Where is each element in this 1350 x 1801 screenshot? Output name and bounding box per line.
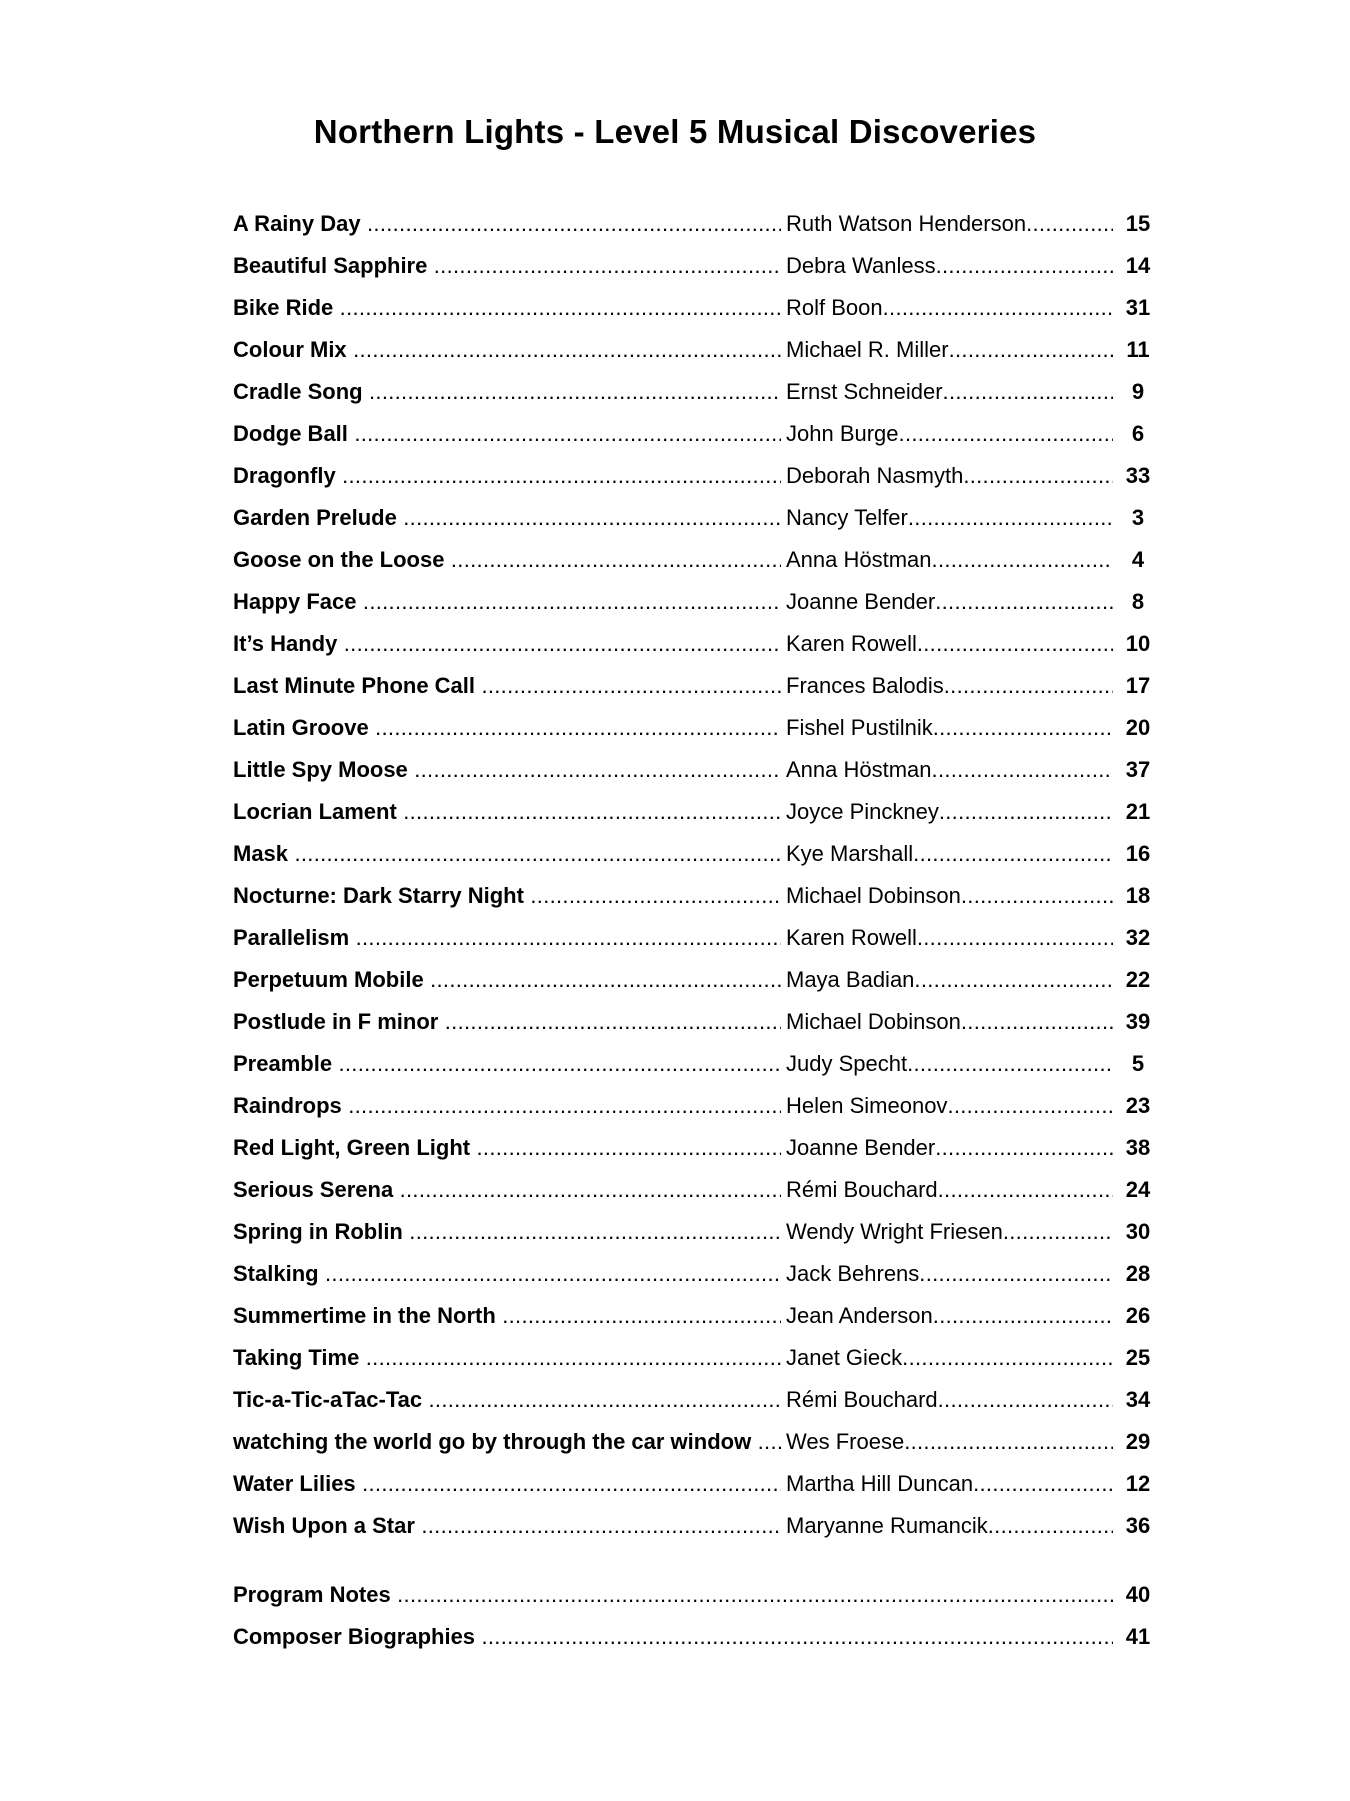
composer-name: John Burge ..... xyxy=(786,413,1113,455)
piece-title: Goose on the Loose ..... xyxy=(233,539,781,581)
toc-entry[interactable] xyxy=(233,1295,1151,1337)
piece-title: Stalking ..... xyxy=(233,1253,781,1295)
composer-name: Martha Hill Duncan ..... xyxy=(786,1463,1113,1505)
toc-entry[interactable] xyxy=(233,1127,1151,1169)
composer-name: Kye Marshall ..... xyxy=(786,833,1113,875)
page-number: 41 xyxy=(1125,1624,1151,1649)
piece-title: Serious Serena ..... xyxy=(233,1169,781,1211)
page-number: 16 xyxy=(1125,841,1151,866)
toc-entry[interactable] xyxy=(233,1505,1151,1547)
piece-title: Perpetuum Mobile ..... xyxy=(233,959,781,1001)
toc-entry[interactable] xyxy=(233,413,1145,455)
page-number: 33 xyxy=(1125,463,1151,488)
piece-title: Bike Ride ..... xyxy=(233,287,781,329)
page-number: 20 xyxy=(1125,715,1151,740)
composer-name: Jean Anderson ..... xyxy=(786,1295,1113,1337)
composer-name: Helen Simeonov ..... xyxy=(786,1085,1113,1127)
composer-name: Ruth Watson Henderson ..... xyxy=(786,203,1113,245)
toc-entry[interactable] xyxy=(233,1379,1151,1421)
toc-entry[interactable] xyxy=(233,1463,1151,1505)
toc-entry[interactable] xyxy=(233,959,1151,1001)
toc-entry[interactable] xyxy=(233,1169,1151,1211)
section-spacer xyxy=(233,1547,1133,1574)
toc-entry[interactable] xyxy=(233,539,1145,581)
piece-title: A Rainy Day ..... xyxy=(233,203,781,245)
composer-name: Rémi Bouchard ..... xyxy=(786,1169,1113,1211)
composer-name: Anna Höstman ..... xyxy=(786,749,1113,791)
piece-title: Postlude in F minor ..... xyxy=(233,1001,781,1043)
piece-title: Latin Groove ..... xyxy=(233,707,781,749)
toc-section[interactable] xyxy=(233,1574,1151,1616)
page-number: 36 xyxy=(1125,1513,1151,1538)
page-number: 32 xyxy=(1125,925,1151,950)
piece-title: Parallelism ..... xyxy=(233,917,781,959)
piece-title: Locrian Lament ..... xyxy=(233,791,781,833)
toc-entry[interactable] xyxy=(233,245,1151,287)
page-number: 10 xyxy=(1125,631,1151,656)
composer-name: Wendy Wright Friesen ..... xyxy=(786,1211,1113,1253)
toc-entry[interactable] xyxy=(233,1253,1151,1295)
page-number: 21 xyxy=(1125,799,1151,824)
piece-title: Tic-a-Tic-aTac-Tac ..... xyxy=(233,1379,781,1421)
piece-title: Preamble ..... xyxy=(233,1043,781,1085)
piece-title: Little Spy Moose ..... xyxy=(233,749,781,791)
composer-name: Karen Rowell ..... xyxy=(786,917,1113,959)
piece-title: Raindrops ..... xyxy=(233,1085,781,1127)
composer-name: Debra Wanless ..... xyxy=(786,245,1113,287)
piece-title: Nocturne: Dark Starry Night ..... xyxy=(233,875,781,917)
piece-title: Wish Upon a Star ..... xyxy=(233,1505,781,1547)
composer-name: Deborah Nasmyth ..... xyxy=(786,455,1113,497)
toc-entry[interactable] xyxy=(233,1085,1151,1127)
page-number: 38 xyxy=(1125,1135,1151,1160)
piece-title: Colour Mix ..... xyxy=(233,329,781,371)
page-number: 26 xyxy=(1125,1303,1151,1328)
page-number: 4 xyxy=(1131,547,1145,572)
page-number: 14 xyxy=(1125,253,1151,278)
piece-title: Spring in Roblin ..... xyxy=(233,1211,781,1253)
toc-entry[interactable] xyxy=(233,791,1151,833)
page-number: 30 xyxy=(1125,1219,1151,1244)
piece-title: Dragonfly ..... xyxy=(233,455,781,497)
page-number: 37 xyxy=(1125,757,1151,782)
composer-name: Wes Froese ..... xyxy=(786,1421,1113,1463)
composer-name: Anna Höstman ..... xyxy=(786,539,1113,581)
page-number: 23 xyxy=(1125,1093,1151,1118)
toc-entry[interactable] xyxy=(233,1421,1151,1463)
composer-name: Joanne Bender ..... xyxy=(786,1127,1113,1169)
piece-title: Cradle Song ..... xyxy=(233,371,781,413)
composer-name: Rémi Bouchard ..... xyxy=(786,1379,1113,1421)
toc-sections xyxy=(233,1574,1151,1658)
toc-entry[interactable] xyxy=(233,1001,1151,1043)
piece-title: Dodge Ball ..... xyxy=(233,413,781,455)
toc-entry[interactable] xyxy=(233,1043,1145,1085)
toc-entry[interactable] xyxy=(233,623,1151,665)
toc-entry[interactable] xyxy=(233,1337,1151,1379)
page-number: 25 xyxy=(1125,1345,1151,1370)
toc-entry[interactable] xyxy=(233,1211,1151,1253)
composer-name: Maya Badian ..... xyxy=(786,959,1113,1001)
page-number: 11 xyxy=(1126,337,1150,362)
composer-name: Maryanne Rumancik ..... xyxy=(786,1505,1113,1547)
toc-entry[interactable] xyxy=(233,371,1145,413)
page-number: 12 xyxy=(1125,1471,1151,1496)
piece-title: Summertime in the North ..... xyxy=(233,1295,781,1337)
page-number: 40 xyxy=(1125,1582,1151,1607)
page-number: 17 xyxy=(1125,673,1151,698)
table-of-contents xyxy=(233,203,1151,1658)
toc-entry[interactable] xyxy=(233,455,1151,497)
page-number: 5 xyxy=(1131,1051,1145,1076)
page-number: 22 xyxy=(1125,967,1151,992)
page-number: 28 xyxy=(1125,1261,1151,1286)
composer-name: Michael Dobinson ..... xyxy=(786,875,1113,917)
piece-title: Happy Face ..... xyxy=(233,581,781,623)
composer-name: Jack Behrens ..... xyxy=(786,1253,1113,1295)
page-number: 39 xyxy=(1125,1009,1151,1034)
piece-title: Red Light, Green Light ..... xyxy=(233,1127,781,1169)
page-number: 24 xyxy=(1125,1177,1151,1202)
composer-name: Rolf Boon ..... xyxy=(786,287,1113,329)
page-number: 29 xyxy=(1125,1429,1151,1454)
piece-title: Last Minute Phone Call ..... xyxy=(233,665,781,707)
composer-name: Frances Balodis ..... xyxy=(786,665,1113,707)
toc-entries xyxy=(233,203,1151,1547)
composer-name: Ernst Schneider ..... xyxy=(786,371,1113,413)
composer-name: Karen Rowell ..... xyxy=(786,623,1113,665)
composer-name: Michael Dobinson ..... xyxy=(786,1001,1113,1043)
toc-entry[interactable] xyxy=(233,497,1145,539)
page-number: 31 xyxy=(1125,295,1151,320)
page-number: 18 xyxy=(1125,883,1151,908)
page-number: 9 xyxy=(1131,379,1145,404)
composer-name: Joyce Pinckney ..... xyxy=(786,791,1113,833)
page-number: 3 xyxy=(1131,505,1145,530)
toc-entry[interactable] xyxy=(233,749,1151,791)
toc-entry[interactable] xyxy=(233,203,1151,245)
page-number: 34 xyxy=(1125,1387,1151,1412)
piece-title: Mask ..... xyxy=(233,833,781,875)
toc-entry[interactable] xyxy=(233,665,1151,707)
page-title: Northern Lights - Level 5 Musical Discoveries xyxy=(313,113,1037,150)
piece-title: Taking Time ..... xyxy=(233,1337,781,1379)
toc-entry[interactable] xyxy=(233,833,1151,875)
composer-name: Nancy Telfer ..... xyxy=(786,497,1113,539)
composer-name: Michael R. Miller ..... xyxy=(786,329,1113,371)
toc-entry[interactable] xyxy=(233,581,1145,623)
piece-title: Beautiful Sapphire ..... xyxy=(233,245,781,287)
composer-name: Joanne Bender ..... xyxy=(786,581,1113,623)
piece-title: Water Lilies ..... xyxy=(233,1463,781,1505)
composer-name: Judy Specht ..... xyxy=(786,1043,1113,1085)
composer-name: Fishel Pustilnik ..... xyxy=(786,707,1113,749)
toc-entry[interactable] xyxy=(233,875,1151,917)
toc-section[interactable] xyxy=(233,1616,1151,1658)
composer-name: Janet Gieck ..... xyxy=(786,1337,1113,1379)
toc-entry[interactable] xyxy=(233,917,1151,959)
piece-title: watching the world go by through the car window ..... xyxy=(233,1421,781,1463)
toc-entry[interactable] xyxy=(233,287,1151,329)
toc-entry[interactable] xyxy=(233,329,1150,371)
section-title: Program Notes ..... xyxy=(233,1574,1113,1616)
section-title: Composer Biographies ..... xyxy=(233,1616,1113,1658)
page-number: 6 xyxy=(1131,421,1145,446)
piece-title: It’s Handy ..... xyxy=(233,623,781,665)
page-number: 8 xyxy=(1131,589,1145,614)
page-number: 15 xyxy=(1125,211,1151,236)
piece-title: Garden Prelude ..... xyxy=(233,497,781,539)
toc-entry[interactable] xyxy=(233,707,1151,749)
